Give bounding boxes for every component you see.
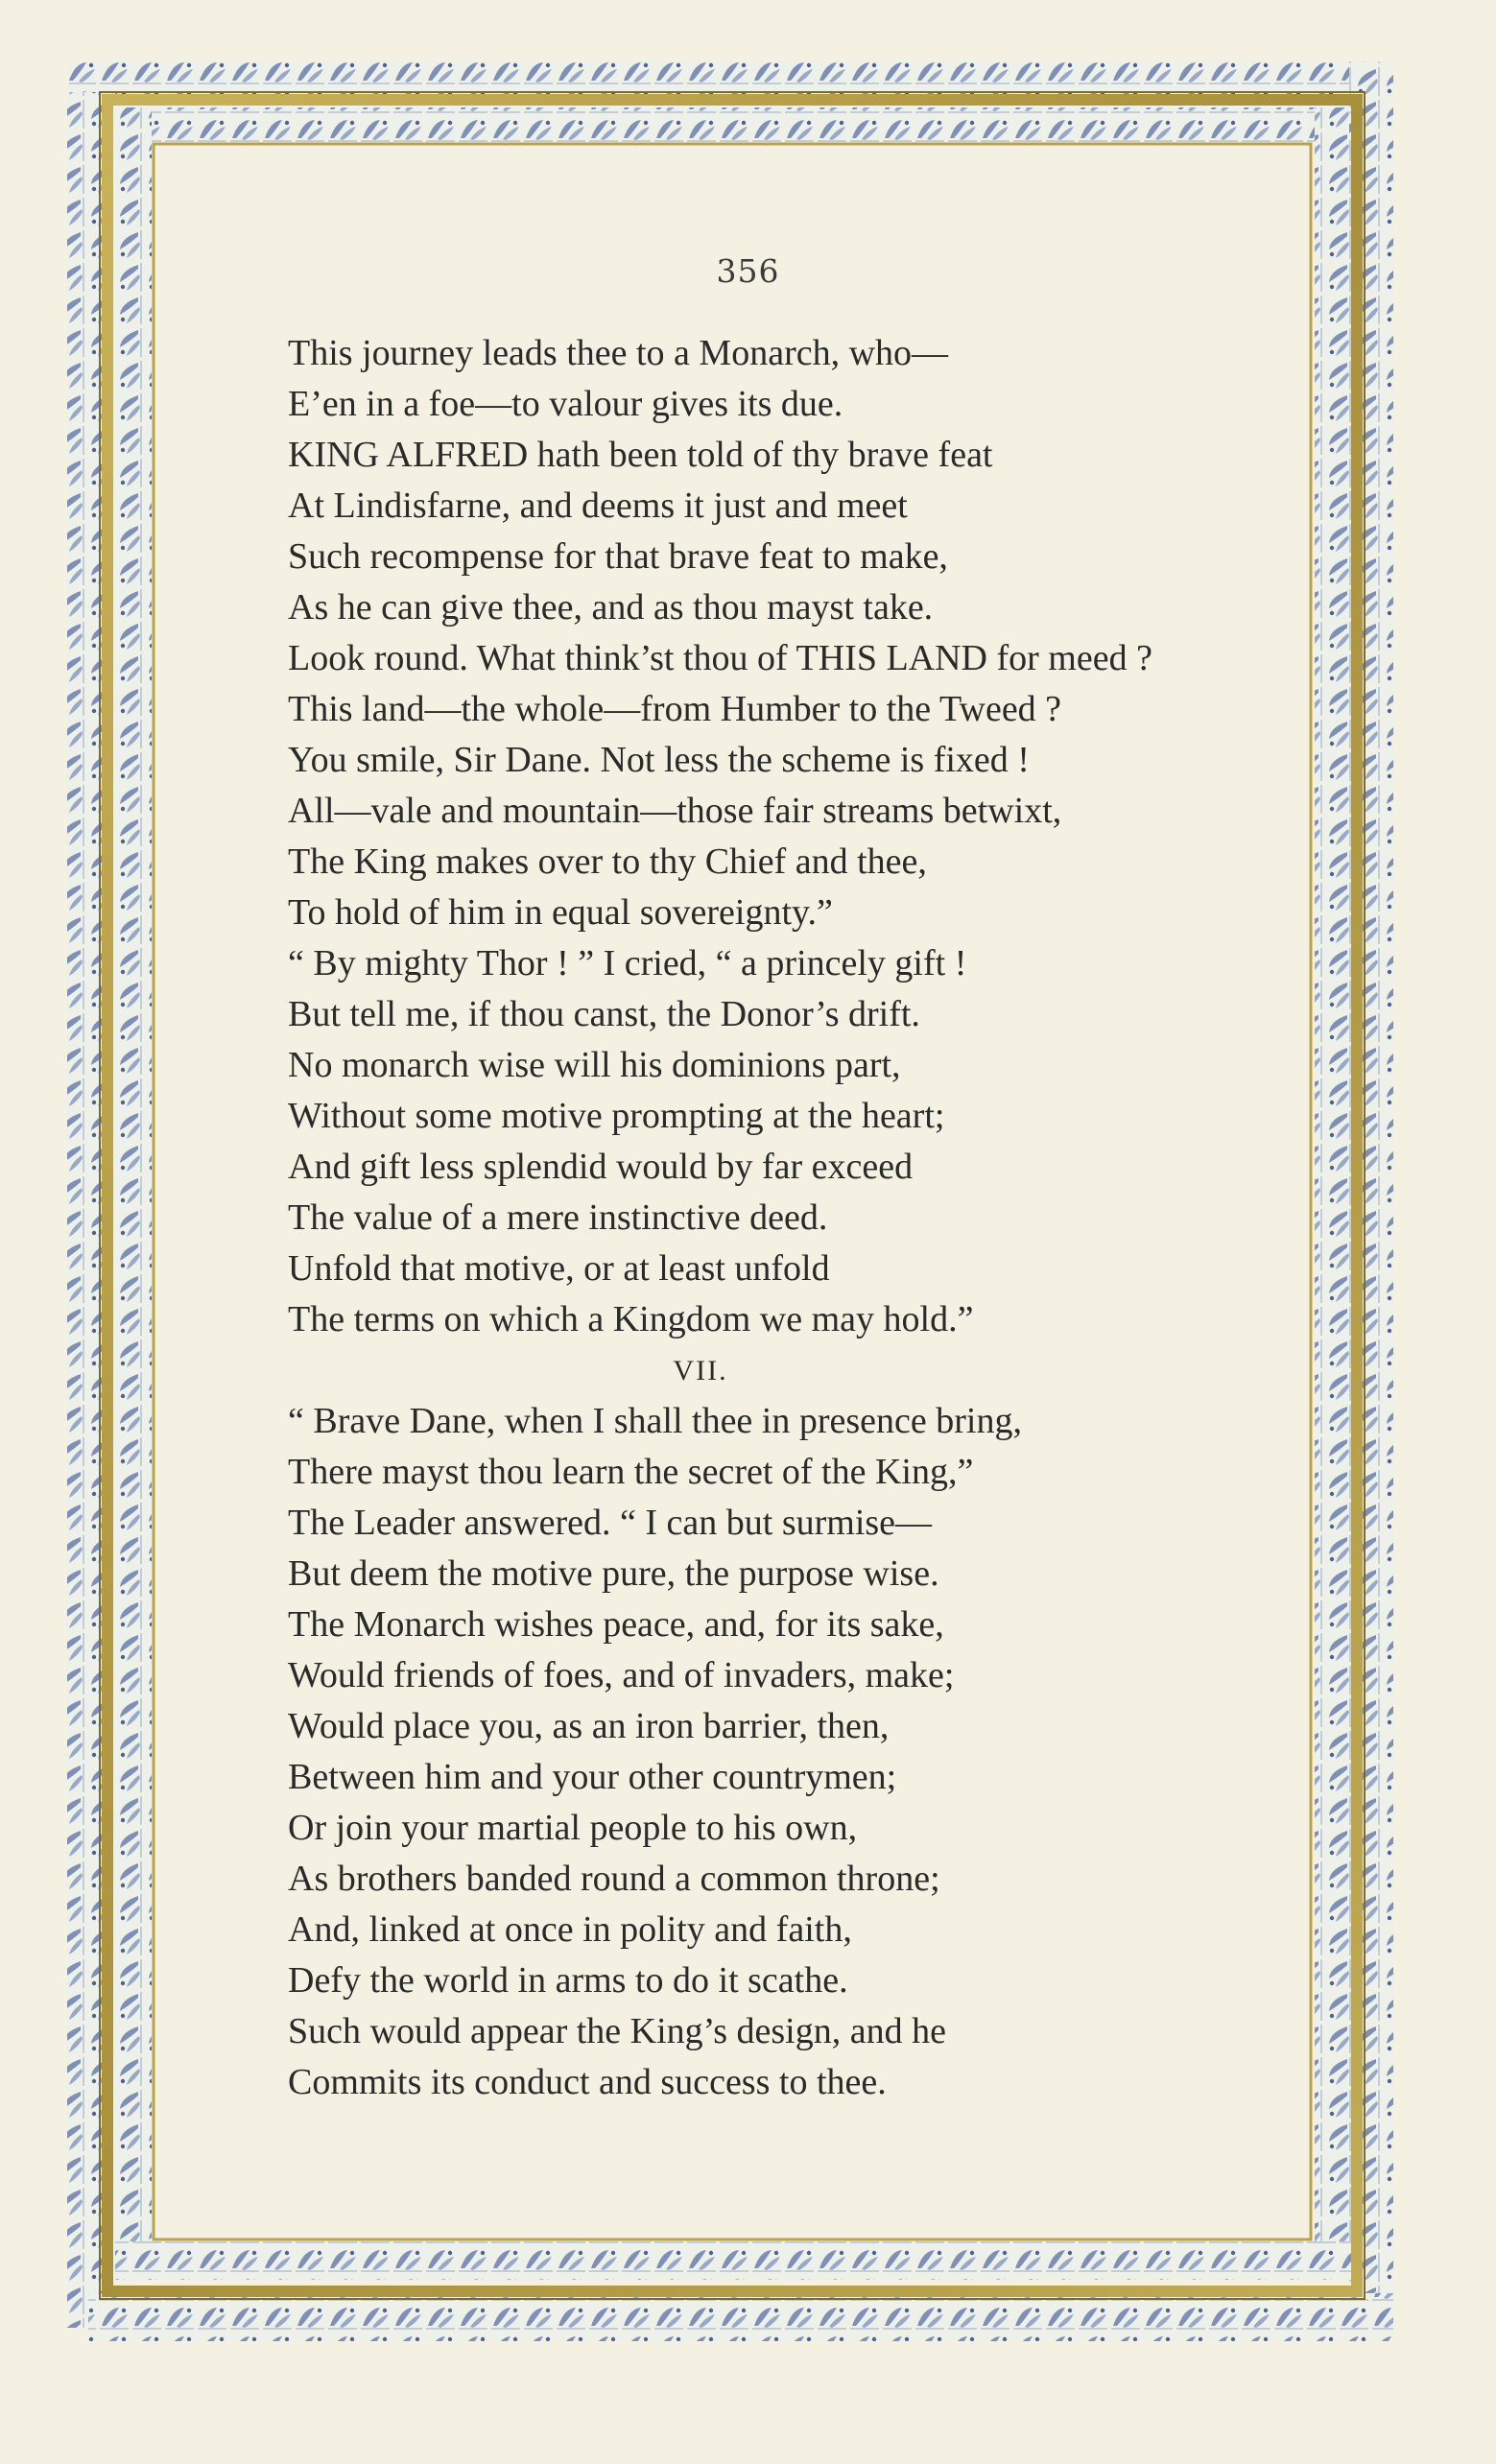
poem-line: As brothers banded round a common throne; <box>288 1859 940 1899</box>
poem-line: No monarch wise will his dominions part, <box>288 1045 901 1085</box>
page-number: 356 <box>716 252 780 290</box>
section-number: VII. <box>673 1355 728 1386</box>
border-left-inner <box>115 107 152 2257</box>
poem-line: The Leader answered. “ I can but surmise— <box>288 1503 933 1543</box>
poem-line: Would place you, as an iron barrier, then, <box>288 1706 890 1746</box>
poem-line: Unfold that motive, or at least unfold <box>288 1248 830 1289</box>
poem-line: Commits its conduct and success to thee. <box>288 2062 887 2102</box>
poem-line: Or join your martial people to his own, <box>288 1808 858 1848</box>
poem-line: To hold of him in equal sovereignty.” <box>288 892 833 933</box>
border-bottom-inner <box>115 2241 1353 2280</box>
border-bottom-outer <box>88 2293 1393 2341</box>
poem-line: The King makes over to thy Chief and thee, <box>288 841 927 882</box>
poem-line: Such recompense for that brave feat to make, <box>288 536 948 577</box>
poem-line: This land—the whole—from Humber to the Tweed ? <box>288 689 1062 729</box>
poem-line: As he can give thee, and as thou mayst take. <box>288 587 934 628</box>
border-right-inner <box>1315 107 1349 2257</box>
poem-line: This journey leads thee to a Monarch, who— <box>288 333 949 373</box>
poem-line: “ Brave Dane, when I shall thee in presence bring, <box>288 1401 1022 1441</box>
poem-line: The terms on which a Kingdom we may hold.” <box>288 1299 974 1339</box>
poem-line: There mayst thou learn the secret of the King,” <box>288 1452 974 1492</box>
poem-line: KING ALFRED hath been told of thy brave feat <box>288 435 993 475</box>
poem-line: All—vale and mountain—those fair streams betwixt, <box>288 791 1062 831</box>
poem-line: But deem the motive pure, the purpose wise. <box>288 1553 939 1594</box>
poem-text <box>288 328 1247 2108</box>
poem-line: And, linked at once in polity and faith, <box>288 1909 852 1950</box>
poem-line: Without some motive prompting at the heart; <box>288 1096 945 1136</box>
poem-line: But tell me, if thou canst, the Donor’s drift. <box>288 994 920 1034</box>
poem-line: You smile, Sir Dane. Not less the scheme is fixed ! <box>288 740 1030 780</box>
poem-line: The Monarch wishes peace, and, for its sake, <box>288 1604 944 1645</box>
poem-line: Between him and your other countrymen; <box>288 1757 897 1797</box>
poem-line: Look round. What think’st thou of THIS LAND for meed ? <box>288 638 1152 678</box>
poem-line: At Lindisfarne, and deems it just and meet <box>288 486 908 526</box>
poem-line: The value of a mere instinctive deed. <box>288 1197 828 1238</box>
poem-line: E’en in a foe—to valour gives its due. <box>288 384 843 424</box>
poem-line: And gift less splendid would by far exceed <box>288 1147 914 1187</box>
poem-line: Defy the world in arms to do it scathe. <box>288 1960 848 2001</box>
poem-line: Such would appear the King’s design, and he <box>288 2011 946 2051</box>
poem-line: Would friends of foes, and of invaders, make; <box>288 1655 955 1695</box>
border-top-inner <box>115 107 1353 142</box>
poem-line: “ By mighty Thor ! ” I cried, “ a princely gift ! <box>288 943 967 983</box>
